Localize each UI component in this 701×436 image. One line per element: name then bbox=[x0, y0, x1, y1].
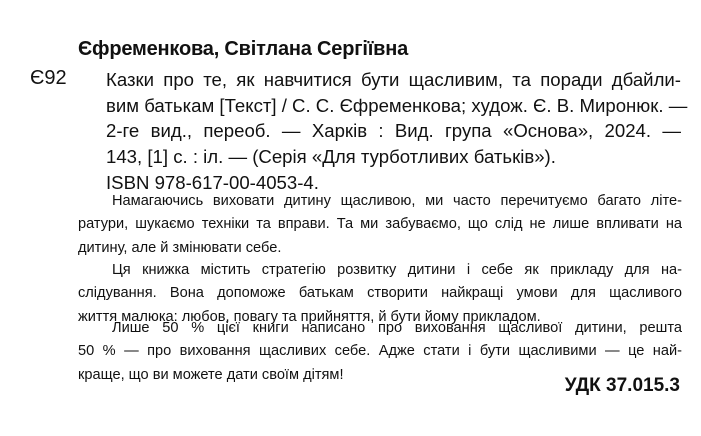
udk-code: УДК 37.015.3 bbox=[564, 375, 680, 396]
annotation-line: життя малюка: любов, повагу та прийняття, й бути йому прикладом. bbox=[78, 308, 541, 325]
annotation-line: Лише 50 % цієї книги написано про виховання щасливої дитини, решта bbox=[112, 320, 682, 336]
annotation-line: слідування. Вона допоможе батькам створити найкращі умови для щасливого bbox=[78, 285, 682, 302]
author-code: Є92 bbox=[30, 67, 67, 89]
bibliographic-line: Казки про те, як навчитися бути щасливим, та поради дбайли- bbox=[106, 69, 681, 90]
annotation-line: Намагаючись виховати дитину щасливою, ми часто перечитуємо багато літе- bbox=[112, 193, 682, 209]
bibliographic-line: вим батькам [Текст] / С. С. Єфременкова; худож. Є. В. Миронюк. — bbox=[106, 94, 688, 116]
annotation-line: Ця книжка містить стратегію розвитку дитини і себе як прикладу для на- bbox=[112, 262, 682, 278]
bibliographic-description bbox=[106, 67, 688, 169]
annotation-line: 50 % — про виховання щасливих себе. Адже стати і бути щасливими — це най- bbox=[78, 343, 682, 360]
annotation-line: краще, що ви можете дати своїм дітям! bbox=[78, 366, 344, 383]
isbn: ISBN 978-617-00-4053-4. bbox=[106, 172, 319, 193]
annotation-line: ратури, шукаємо техніки та вправи. Та ми забуваємо, що слід не лише впливати на bbox=[78, 216, 682, 233]
bibliographic-line: 2-ге вид., переоб. — Харків : Вид. група «Основа», 2024. — bbox=[106, 120, 681, 141]
bibliographic-line: 143, [1] с. : іл. — (Серія «Для турботливих батьків»). bbox=[106, 145, 556, 167]
author-heading: Єфременкова, Світлана Сергіївна bbox=[78, 38, 409, 60]
annotation-paragraph-1 bbox=[78, 190, 682, 260]
annotation-line: дитину, але й змінювати себе. bbox=[78, 239, 282, 256]
